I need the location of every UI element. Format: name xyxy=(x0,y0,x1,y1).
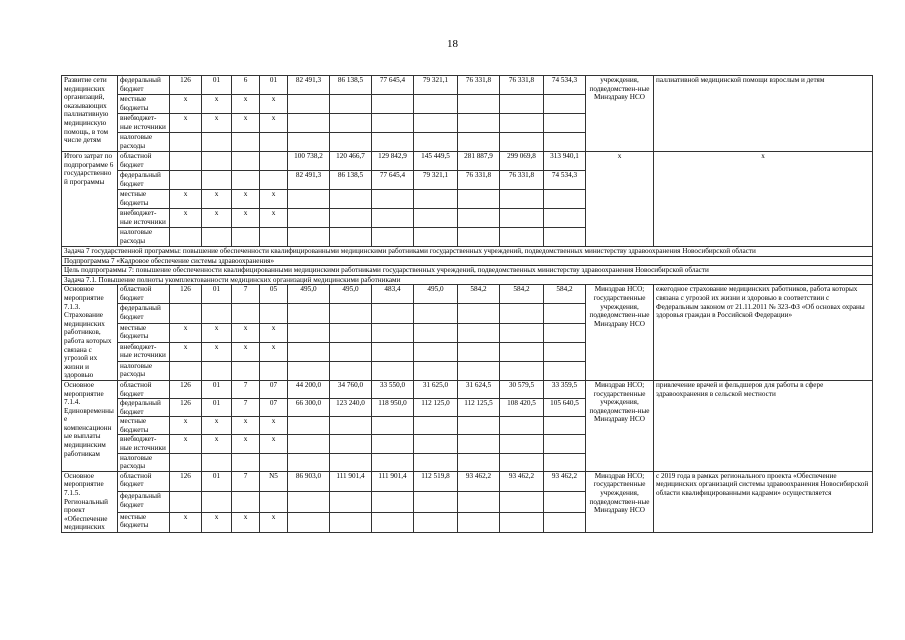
value-cell xyxy=(288,304,330,323)
value-cell: 145 449,5 xyxy=(414,152,458,171)
value-cell xyxy=(544,512,586,532)
value-cell xyxy=(330,361,372,380)
value-cell xyxy=(372,453,414,471)
code-cell xyxy=(202,171,232,190)
value-cell xyxy=(544,417,586,435)
code-cell xyxy=(232,171,260,190)
value-cell xyxy=(330,228,372,247)
code-cell: 7 xyxy=(232,471,260,491)
expected-result: паллиативной медицинской помощи взрослым и детям xyxy=(654,76,873,152)
value-cell xyxy=(372,435,414,453)
code-cell: x xyxy=(170,323,202,342)
value-cell: 31 624,5 xyxy=(458,380,500,398)
value-cell xyxy=(544,453,586,471)
value-cell xyxy=(372,95,414,114)
value-cell xyxy=(414,512,458,532)
table-row xyxy=(62,152,873,171)
value-cell xyxy=(414,95,458,114)
code-cell: x xyxy=(260,435,288,453)
code-cell: 126 xyxy=(170,471,202,491)
value-cell: 100 738,2 xyxy=(288,152,330,171)
funding-source: внебюджет-ные источники xyxy=(118,114,170,133)
code-cell: x xyxy=(170,190,202,209)
funding-source: местные бюджеты xyxy=(118,512,170,532)
value-cell xyxy=(500,304,544,323)
value-cell xyxy=(414,435,458,453)
value-cell xyxy=(330,304,372,323)
code-cell: x xyxy=(260,209,288,228)
code-cell: N5 xyxy=(260,471,288,491)
funding-source: местные бюджеты xyxy=(118,190,170,209)
funding-source: местные бюджеты xyxy=(118,417,170,435)
section-header: Задача 7.1. Повышение полноты укомплектованности медицинских организаций медицинскими работниками xyxy=(62,275,873,285)
value-cell: 495,0 xyxy=(330,285,372,304)
value-cell: 44 200,0 xyxy=(288,380,330,398)
value-cell: 33 359,5 xyxy=(544,380,586,398)
value-cell: 77 645,4 xyxy=(372,171,414,190)
value-cell: 129 842,9 xyxy=(372,152,414,171)
value-cell xyxy=(372,417,414,435)
value-cell xyxy=(544,95,586,114)
value-cell xyxy=(288,190,330,209)
value-cell: 281 887,9 xyxy=(458,152,500,171)
value-cell xyxy=(544,435,586,453)
value-cell: 93 462,2 xyxy=(544,471,586,491)
code-cell: x xyxy=(232,435,260,453)
funding-source: федеральный бюджет xyxy=(118,492,170,512)
expected-result: с 2019 года в рамках регионального проекта «Обеспечение медицинских организаций системы здравоохранения Новосибирской области квалифицированными кадрами» осуществляется xyxy=(654,471,873,532)
value-cell: 112 519,8 xyxy=(414,471,458,491)
funding-source: налоговые расходы xyxy=(118,228,170,247)
value-cell xyxy=(458,512,500,532)
code-cell xyxy=(260,228,288,247)
value-cell xyxy=(458,417,500,435)
value-cell: 118 950,0 xyxy=(372,399,414,417)
code-cell xyxy=(232,304,260,323)
executor: Минздрав НСО; государственные учреждения, подведомствен-ные Минздраву НСО xyxy=(586,380,654,471)
funding-source: областной бюджет xyxy=(118,152,170,171)
value-cell xyxy=(500,361,544,380)
value-cell xyxy=(500,342,544,361)
value-cell xyxy=(330,209,372,228)
code-cell xyxy=(232,361,260,380)
code-cell: x xyxy=(202,435,232,453)
code-cell xyxy=(170,453,202,471)
value-cell xyxy=(288,492,330,512)
value-cell: 313 940,1 xyxy=(544,152,586,171)
value-cell xyxy=(458,228,500,247)
measure-name: Итого затрат по подпрограмме 6 государственной программы xyxy=(62,152,118,247)
value-cell xyxy=(372,133,414,152)
funding-source: внебюджет-ные источники xyxy=(118,342,170,361)
measure-name: Развитие сети медицинских организаций, оказывающих паллиативную медицинскую помощь, в том числе детям xyxy=(62,76,118,152)
value-cell xyxy=(288,361,330,380)
value-cell xyxy=(500,114,544,133)
code-cell: 7 xyxy=(232,399,260,417)
value-cell xyxy=(544,304,586,323)
value-cell xyxy=(458,492,500,512)
code-cell xyxy=(260,171,288,190)
code-cell: 01 xyxy=(202,76,232,95)
value-cell xyxy=(500,512,544,532)
code-cell: 01 xyxy=(202,380,232,398)
code-cell: 126 xyxy=(170,380,202,398)
code-cell: x xyxy=(260,190,288,209)
code-cell xyxy=(202,361,232,380)
code-cell xyxy=(260,152,288,171)
code-cell: x xyxy=(202,512,232,532)
code-cell: 01 xyxy=(202,471,232,491)
code-cell xyxy=(260,492,288,512)
code-cell xyxy=(170,133,202,152)
value-cell: 93 462,2 xyxy=(458,471,500,491)
code-cell xyxy=(202,453,232,471)
code-cell xyxy=(202,133,232,152)
value-cell xyxy=(330,114,372,133)
value-cell xyxy=(500,228,544,247)
value-cell xyxy=(544,361,586,380)
value-cell xyxy=(544,492,586,512)
code-cell xyxy=(232,492,260,512)
value-cell xyxy=(458,209,500,228)
code-cell: x xyxy=(260,323,288,342)
value-cell xyxy=(500,209,544,228)
value-cell xyxy=(414,228,458,247)
code-cell xyxy=(232,133,260,152)
funding-source: налоговые расходы xyxy=(118,361,170,380)
value-cell xyxy=(458,133,500,152)
value-cell: 584,2 xyxy=(500,285,544,304)
code-cell: 01 xyxy=(260,76,288,95)
value-cell xyxy=(500,453,544,471)
funding-source: областной бюджет xyxy=(118,471,170,491)
code-cell: x xyxy=(170,435,202,453)
code-cell xyxy=(202,228,232,247)
funding-source: налоговые расходы xyxy=(118,133,170,152)
value-cell: 495,0 xyxy=(414,285,458,304)
value-cell: 123 240,0 xyxy=(330,399,372,417)
value-cell: 584,2 xyxy=(544,285,586,304)
code-cell: x xyxy=(202,209,232,228)
funding-source: налоговые расходы xyxy=(118,453,170,471)
code-cell xyxy=(232,453,260,471)
value-cell xyxy=(372,512,414,532)
value-cell xyxy=(288,512,330,532)
section-header-row xyxy=(62,256,873,266)
section-header: Цель подпрограммы 7: повышение обеспеченности квалифицированными медицинскими работниками государственных учреждений, подведомственных министерству здравоохранения Новосибирской области xyxy=(62,266,873,276)
code-cell xyxy=(170,492,202,512)
value-cell xyxy=(544,228,586,247)
funding-source: внебюджет-ные источники xyxy=(118,435,170,453)
value-cell: 76 331,8 xyxy=(500,171,544,190)
value-cell xyxy=(330,512,372,532)
funding-source: федеральный бюджет xyxy=(118,304,170,323)
value-cell xyxy=(372,209,414,228)
code-cell: 126 xyxy=(170,399,202,417)
value-cell xyxy=(500,492,544,512)
funding-source: федеральный бюджет xyxy=(118,399,170,417)
value-cell xyxy=(330,492,372,512)
funding-source: местные бюджеты xyxy=(118,95,170,114)
value-cell: 66 300,0 xyxy=(288,399,330,417)
funding-source: областной бюджет xyxy=(118,285,170,304)
value-cell: 112 125,5 xyxy=(458,399,500,417)
value-cell xyxy=(330,323,372,342)
funding-source: областной бюджет xyxy=(118,380,170,398)
code-cell: x xyxy=(170,114,202,133)
value-cell xyxy=(414,304,458,323)
value-cell xyxy=(544,323,586,342)
code-cell: x xyxy=(202,417,232,435)
value-cell xyxy=(414,453,458,471)
value-cell: 86 138,5 xyxy=(330,76,372,95)
value-cell: 76 331,8 xyxy=(500,76,544,95)
value-cell xyxy=(414,323,458,342)
value-cell xyxy=(372,304,414,323)
value-cell: 111 901,4 xyxy=(330,471,372,491)
code-cell xyxy=(232,152,260,171)
code-cell: 7 xyxy=(232,380,260,398)
code-cell: x xyxy=(232,190,260,209)
code-cell: x xyxy=(170,342,202,361)
value-cell: 34 760,0 xyxy=(330,380,372,398)
code-cell: 07 xyxy=(260,380,288,398)
value-cell: 76 331,8 xyxy=(458,76,500,95)
table-row xyxy=(62,285,873,304)
executor: учреждения, подведомствен-ные Минздраву НСО xyxy=(586,76,654,152)
code-cell: x xyxy=(260,342,288,361)
code-cell: 05 xyxy=(260,285,288,304)
value-cell xyxy=(500,95,544,114)
expected-result: x xyxy=(654,152,873,247)
value-cell xyxy=(288,133,330,152)
code-cell: 6 xyxy=(232,76,260,95)
executor: x xyxy=(586,152,654,247)
value-cell xyxy=(330,342,372,361)
code-cell xyxy=(170,228,202,247)
value-cell: 495,0 xyxy=(288,285,330,304)
value-cell: 93 462,2 xyxy=(500,471,544,491)
value-cell xyxy=(458,453,500,471)
code-cell xyxy=(202,492,232,512)
code-cell: x xyxy=(202,95,232,114)
code-cell xyxy=(260,304,288,323)
value-cell xyxy=(288,453,330,471)
value-cell xyxy=(414,361,458,380)
value-cell xyxy=(458,342,500,361)
value-cell xyxy=(330,417,372,435)
code-cell: x xyxy=(232,95,260,114)
measure-name: Основное мероприятие 7.1.5. Региональный проект «Обеспечение медицинских xyxy=(62,471,118,532)
measure-name: Основное мероприятие 7.1.3. Страхование медицинских работников, работа которых связана с угрозой их жизни и здоровью xyxy=(62,285,118,381)
value-cell xyxy=(500,417,544,435)
value-cell xyxy=(458,95,500,114)
section-header: Задача 7 государственной программы: повышение обеспеченности квалифицированными медицинскими работниками государственных учреждений, подведомственных министерству здравоохранения Новосибирской области xyxy=(62,247,873,257)
code-cell xyxy=(260,361,288,380)
code-cell: x xyxy=(202,342,232,361)
value-cell: 74 534,3 xyxy=(544,76,586,95)
executor: Минздрав НСО; государственные учреждения, подведомствен-ные Минздраву НСО xyxy=(586,285,654,381)
value-cell xyxy=(500,435,544,453)
value-cell: 86 903,0 xyxy=(288,471,330,491)
value-cell xyxy=(458,304,500,323)
code-cell xyxy=(170,304,202,323)
code-cell: x xyxy=(260,95,288,114)
value-cell: 299 069,8 xyxy=(500,152,544,171)
value-cell xyxy=(330,435,372,453)
section-header-row xyxy=(62,266,873,276)
value-cell xyxy=(458,323,500,342)
value-cell xyxy=(500,133,544,152)
table-row xyxy=(62,380,873,398)
code-cell xyxy=(260,453,288,471)
value-cell xyxy=(414,190,458,209)
code-cell: 01 xyxy=(202,399,232,417)
expected-result: привлечение врачей и фельдшеров для работы в сфере здравоохранения в сельской местности xyxy=(654,380,873,471)
value-cell xyxy=(544,133,586,152)
code-cell: x xyxy=(232,114,260,133)
code-cell: x xyxy=(202,190,232,209)
value-cell xyxy=(372,492,414,512)
value-cell xyxy=(372,114,414,133)
code-cell: 126 xyxy=(170,285,202,304)
value-cell xyxy=(330,133,372,152)
code-cell: x xyxy=(260,417,288,435)
value-cell: 584,2 xyxy=(458,285,500,304)
code-cell: x xyxy=(232,323,260,342)
value-cell xyxy=(372,361,414,380)
value-cell xyxy=(288,323,330,342)
code-cell: x xyxy=(260,114,288,133)
value-cell: 82 491,3 xyxy=(288,76,330,95)
value-cell xyxy=(372,323,414,342)
program-table xyxy=(61,75,873,533)
value-cell xyxy=(500,323,544,342)
value-cell xyxy=(330,190,372,209)
code-cell: 07 xyxy=(260,399,288,417)
value-cell xyxy=(372,190,414,209)
value-cell: 31 625,0 xyxy=(414,380,458,398)
section-header-row xyxy=(62,275,873,285)
code-cell: x xyxy=(260,512,288,532)
code-cell: 01 xyxy=(202,285,232,304)
value-cell: 79 321,1 xyxy=(414,171,458,190)
code-cell xyxy=(260,133,288,152)
value-cell xyxy=(330,453,372,471)
value-cell xyxy=(458,361,500,380)
code-cell: x xyxy=(232,209,260,228)
code-cell: x xyxy=(202,323,232,342)
table-row xyxy=(62,471,873,491)
expected-result: ежегодное страхование медицинских работников, работа которых связана с угрозой их жизни и здоровью в соответствии с Федеральным законом от 21.11.2011 № 323-ФЗ «Об основах охраны здоровья граждан в Российской Федерации» xyxy=(654,285,873,381)
measure-name: Основное мероприятие 7.1.4. Единовременные компенсационные выплаты медицинским работникам xyxy=(62,380,118,471)
code-cell: x xyxy=(232,417,260,435)
value-cell: 33 550,0 xyxy=(372,380,414,398)
value-cell: 86 138,5 xyxy=(330,171,372,190)
value-cell: 82 491,3 xyxy=(288,171,330,190)
section-header: Подпрограмма 7 «Кадровое обеспечение системы здравоохранения» xyxy=(62,256,873,266)
value-cell xyxy=(414,342,458,361)
value-cell xyxy=(330,95,372,114)
funding-source: федеральный бюджет xyxy=(118,171,170,190)
value-cell xyxy=(414,114,458,133)
value-cell xyxy=(288,114,330,133)
code-cell: x xyxy=(232,512,260,532)
code-cell xyxy=(202,304,232,323)
value-cell xyxy=(544,114,586,133)
value-cell xyxy=(544,342,586,361)
code-cell xyxy=(170,171,202,190)
code-cell: x xyxy=(202,114,232,133)
table-row xyxy=(62,76,873,95)
value-cell xyxy=(544,190,586,209)
funding-source: федеральный бюджет xyxy=(118,76,170,95)
value-cell xyxy=(544,209,586,228)
value-cell: 483,4 xyxy=(372,285,414,304)
value-cell xyxy=(288,435,330,453)
page-number: 18 xyxy=(447,38,458,50)
value-cell: 108 420,5 xyxy=(500,399,544,417)
value-cell xyxy=(414,492,458,512)
value-cell xyxy=(414,417,458,435)
code-cell xyxy=(170,152,202,171)
funding-source: местные бюджеты xyxy=(118,323,170,342)
value-cell xyxy=(288,342,330,361)
value-cell: 111 901,4 xyxy=(372,471,414,491)
code-cell: x xyxy=(232,342,260,361)
value-cell xyxy=(288,209,330,228)
value-cell xyxy=(458,114,500,133)
value-cell xyxy=(458,190,500,209)
value-cell: 79 321,1 xyxy=(414,76,458,95)
value-cell xyxy=(500,190,544,209)
value-cell xyxy=(288,95,330,114)
code-cell: x xyxy=(170,512,202,532)
value-cell: 77 645,4 xyxy=(372,76,414,95)
value-cell: 76 331,8 xyxy=(458,171,500,190)
value-cell: 74 534,3 xyxy=(544,171,586,190)
code-cell: 126 xyxy=(170,76,202,95)
value-cell: 112 125,0 xyxy=(414,399,458,417)
value-cell xyxy=(372,228,414,247)
value-cell xyxy=(414,209,458,228)
code-cell xyxy=(202,152,232,171)
value-cell xyxy=(288,228,330,247)
value-cell: 120 466,7 xyxy=(330,152,372,171)
section-header-row xyxy=(62,247,873,257)
value-cell xyxy=(414,133,458,152)
code-cell: x xyxy=(170,417,202,435)
executor: Минздрав НСО; государственные учреждения, подведомствен-ные Минздраву НСО xyxy=(586,471,654,532)
value-cell: 30 579,5 xyxy=(500,380,544,398)
code-cell: x xyxy=(170,209,202,228)
value-cell: 105 640,5 xyxy=(544,399,586,417)
code-cell: x xyxy=(170,95,202,114)
value-cell xyxy=(458,435,500,453)
value-cell xyxy=(372,342,414,361)
code-cell: 7 xyxy=(232,285,260,304)
value-cell xyxy=(288,417,330,435)
funding-source: внебюджет-ные источники xyxy=(118,209,170,228)
code-cell xyxy=(170,361,202,380)
code-cell xyxy=(232,228,260,247)
